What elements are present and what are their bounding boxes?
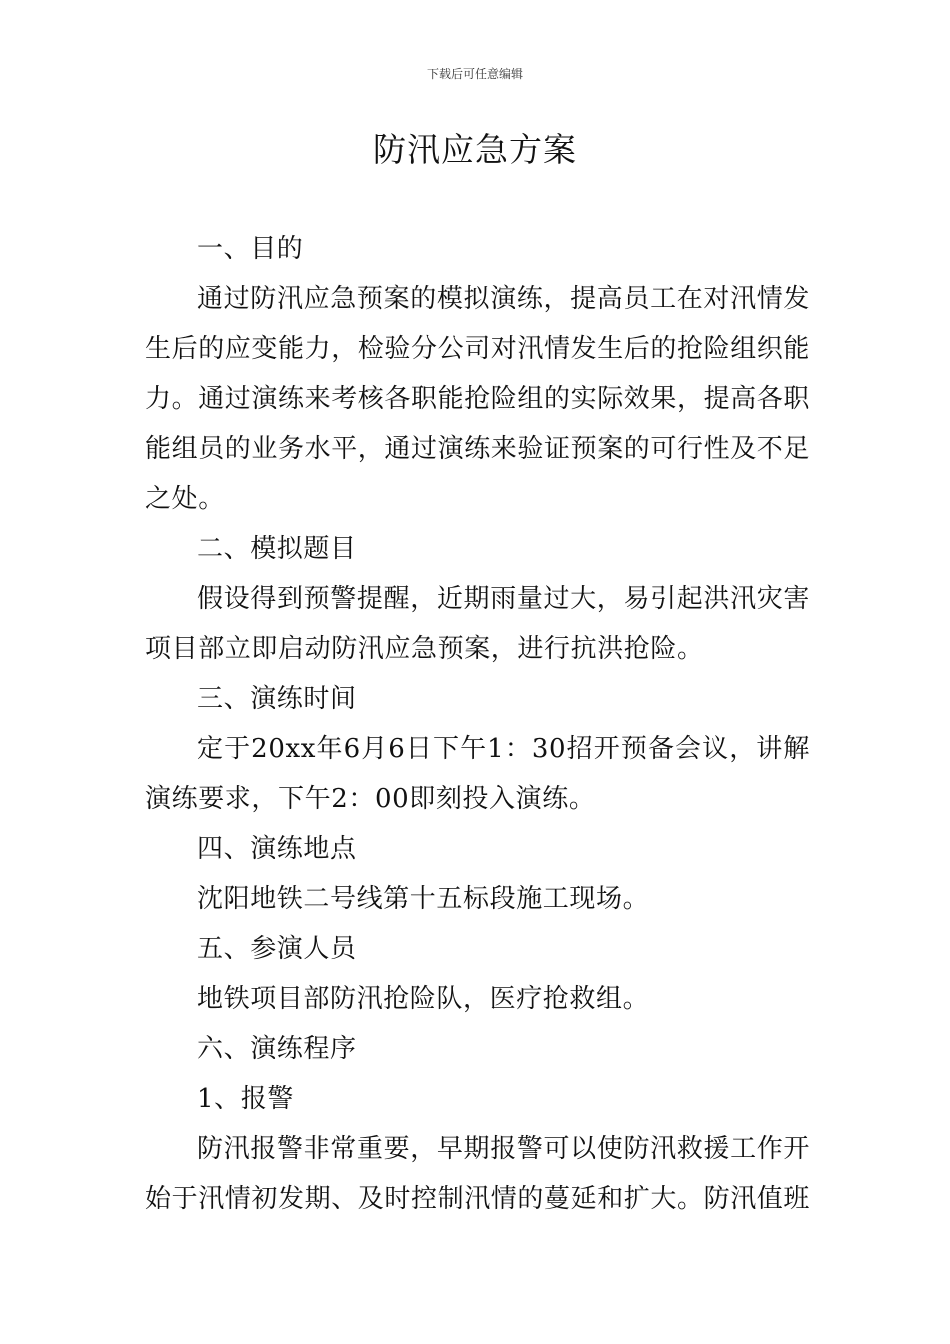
section-heading-scenario: 二、模拟题目 [197, 534, 357, 564]
paragraph-location: 沈阳地铁二号线第十五标段施工现场。 [197, 884, 650, 914]
section-heading-location: 四、演练地点 [197, 834, 357, 864]
paragraph-purpose: 通过防汛应急预案的模拟演练，提高员工在对汛情发生后的应变能力，检验分公司对汛情发生后的抢险组织能力。通过演练来考核各职能抢险组的实际效果，提高各职能组员的业务水平，通过演练来验证预案的可行性及不足之处。 [145, 284, 811, 514]
section-heading-purpose: 一、目的 [197, 234, 304, 264]
paragraph-participants: 地铁项目部防汛抢险队，医疗抢救组。 [197, 984, 650, 1014]
section-heading-procedure: 六、演练程序 [197, 1034, 357, 1064]
paragraph-time: 定于20xx年6月6日下午1：30招开预备会议，讲解演练要求，下午2：00即刻投入演练。 [145, 734, 810, 814]
document-body [145, 224, 810, 1224]
subsection-heading-alarm: 1、报警 [197, 1084, 294, 1114]
section-heading-time: 三、演练时间 [197, 684, 357, 714]
page-header-note: 下载后可任意编辑 [426, 67, 523, 81]
paragraph-alarm: 防汛报警非常重要，早期报警可以使防汛救援工作开始于汛情初发期、及时控制汛情的蔓延和扩大。防汛值班 [145, 1134, 811, 1214]
document-title: 防汛应急方案 [373, 130, 577, 169]
section-heading-participants: 五、参演人员 [197, 934, 357, 964]
paragraph-scenario: 假设得到预警提醒，近期雨量过大，易引起洪汛灾害项目部立即启动防汛应急预案，进行抗洪抢险。 [145, 584, 810, 664]
